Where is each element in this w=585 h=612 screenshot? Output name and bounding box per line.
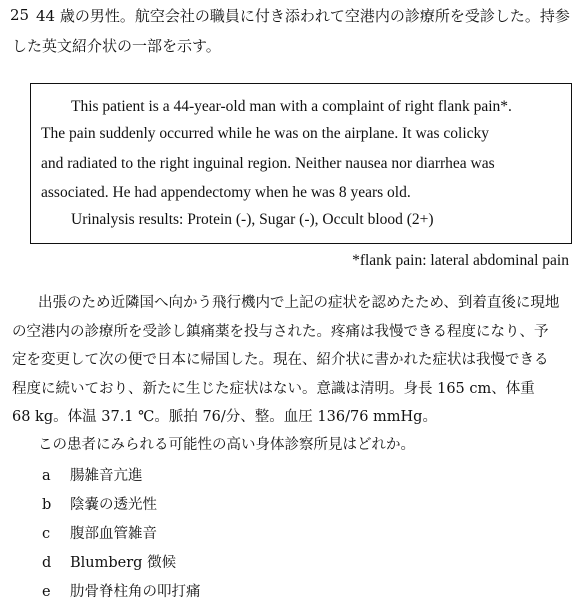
question-stem-line-1: 44 歳の男性。航空会社の職員に付き添われて空港内の診療所を受診した。持参 [36,7,570,25]
question-prompt: この患者にみられる可能性の高い身体診察所見はどれか。 [38,437,415,453]
option-text: 陰嚢の透光性 [70,497,157,513]
question-number: 25 [10,6,30,24]
option-label: c [42,526,51,542]
referral-line-1: This patient is a 44-year-old man with a complaint of right flank pain*. [71,98,512,115]
referral-letter-box [30,83,572,244]
referral-line-4: associated. He had appendectomy when he was 8 years old. [41,184,411,201]
option-label: b [42,497,52,513]
case-line-2: の空港内の診療所を受診し鎮痛薬を投与された。疼痛は我慢できる程度になり、予 [12,324,549,340]
case-line-3: 定を変更して次の便で日本に帰国した。現在、紹介状に書かれた症状は我慢できる [12,352,549,368]
option-c[interactable] [42,522,157,543]
option-label: a [42,468,51,484]
option-b[interactable] [42,493,157,514]
option-label: e [42,584,51,600]
option-e[interactable] [42,580,201,601]
footnote: *flank pain: lateral abdominal pain [352,252,569,269]
referral-line-2: The pain suddenly occurred while he was on the airplane. It was colicky [41,125,490,142]
case-line-5: 68 kg。体温 37.1 ℃。脈拍 76/分、整。血圧 136/76 mmHg。 [12,409,437,425]
case-line-4: 程度に続いており、新たに生じた症状はない。意識は清明。身長 165 cm、体重 [12,381,535,397]
option-text: 肋骨脊柱角の叩打痛 [70,584,201,600]
option-text: 腹部血管雑音 [70,526,157,542]
referral-line-5: Urinalysis results: Protein (-), Sugar (-), Occult blood (2+) [71,211,434,228]
option-text: Blumberg 徴候 [70,555,177,571]
option-a[interactable] [42,464,143,485]
option-text: 腸雑音亢進 [70,468,143,484]
case-line-1: 出張のため近隣国へ向かう飛行機内で上記の症状を認めたため、到着直後に現地 [38,295,560,311]
referral-line-3: and radiated to the right inguinal region. Neither nausea nor diarrhea was [41,155,495,172]
option-label: d [42,555,52,571]
question-stem-line-2: した英文紹介状の一部を示す。 [12,37,221,55]
option-d[interactable] [42,551,176,572]
